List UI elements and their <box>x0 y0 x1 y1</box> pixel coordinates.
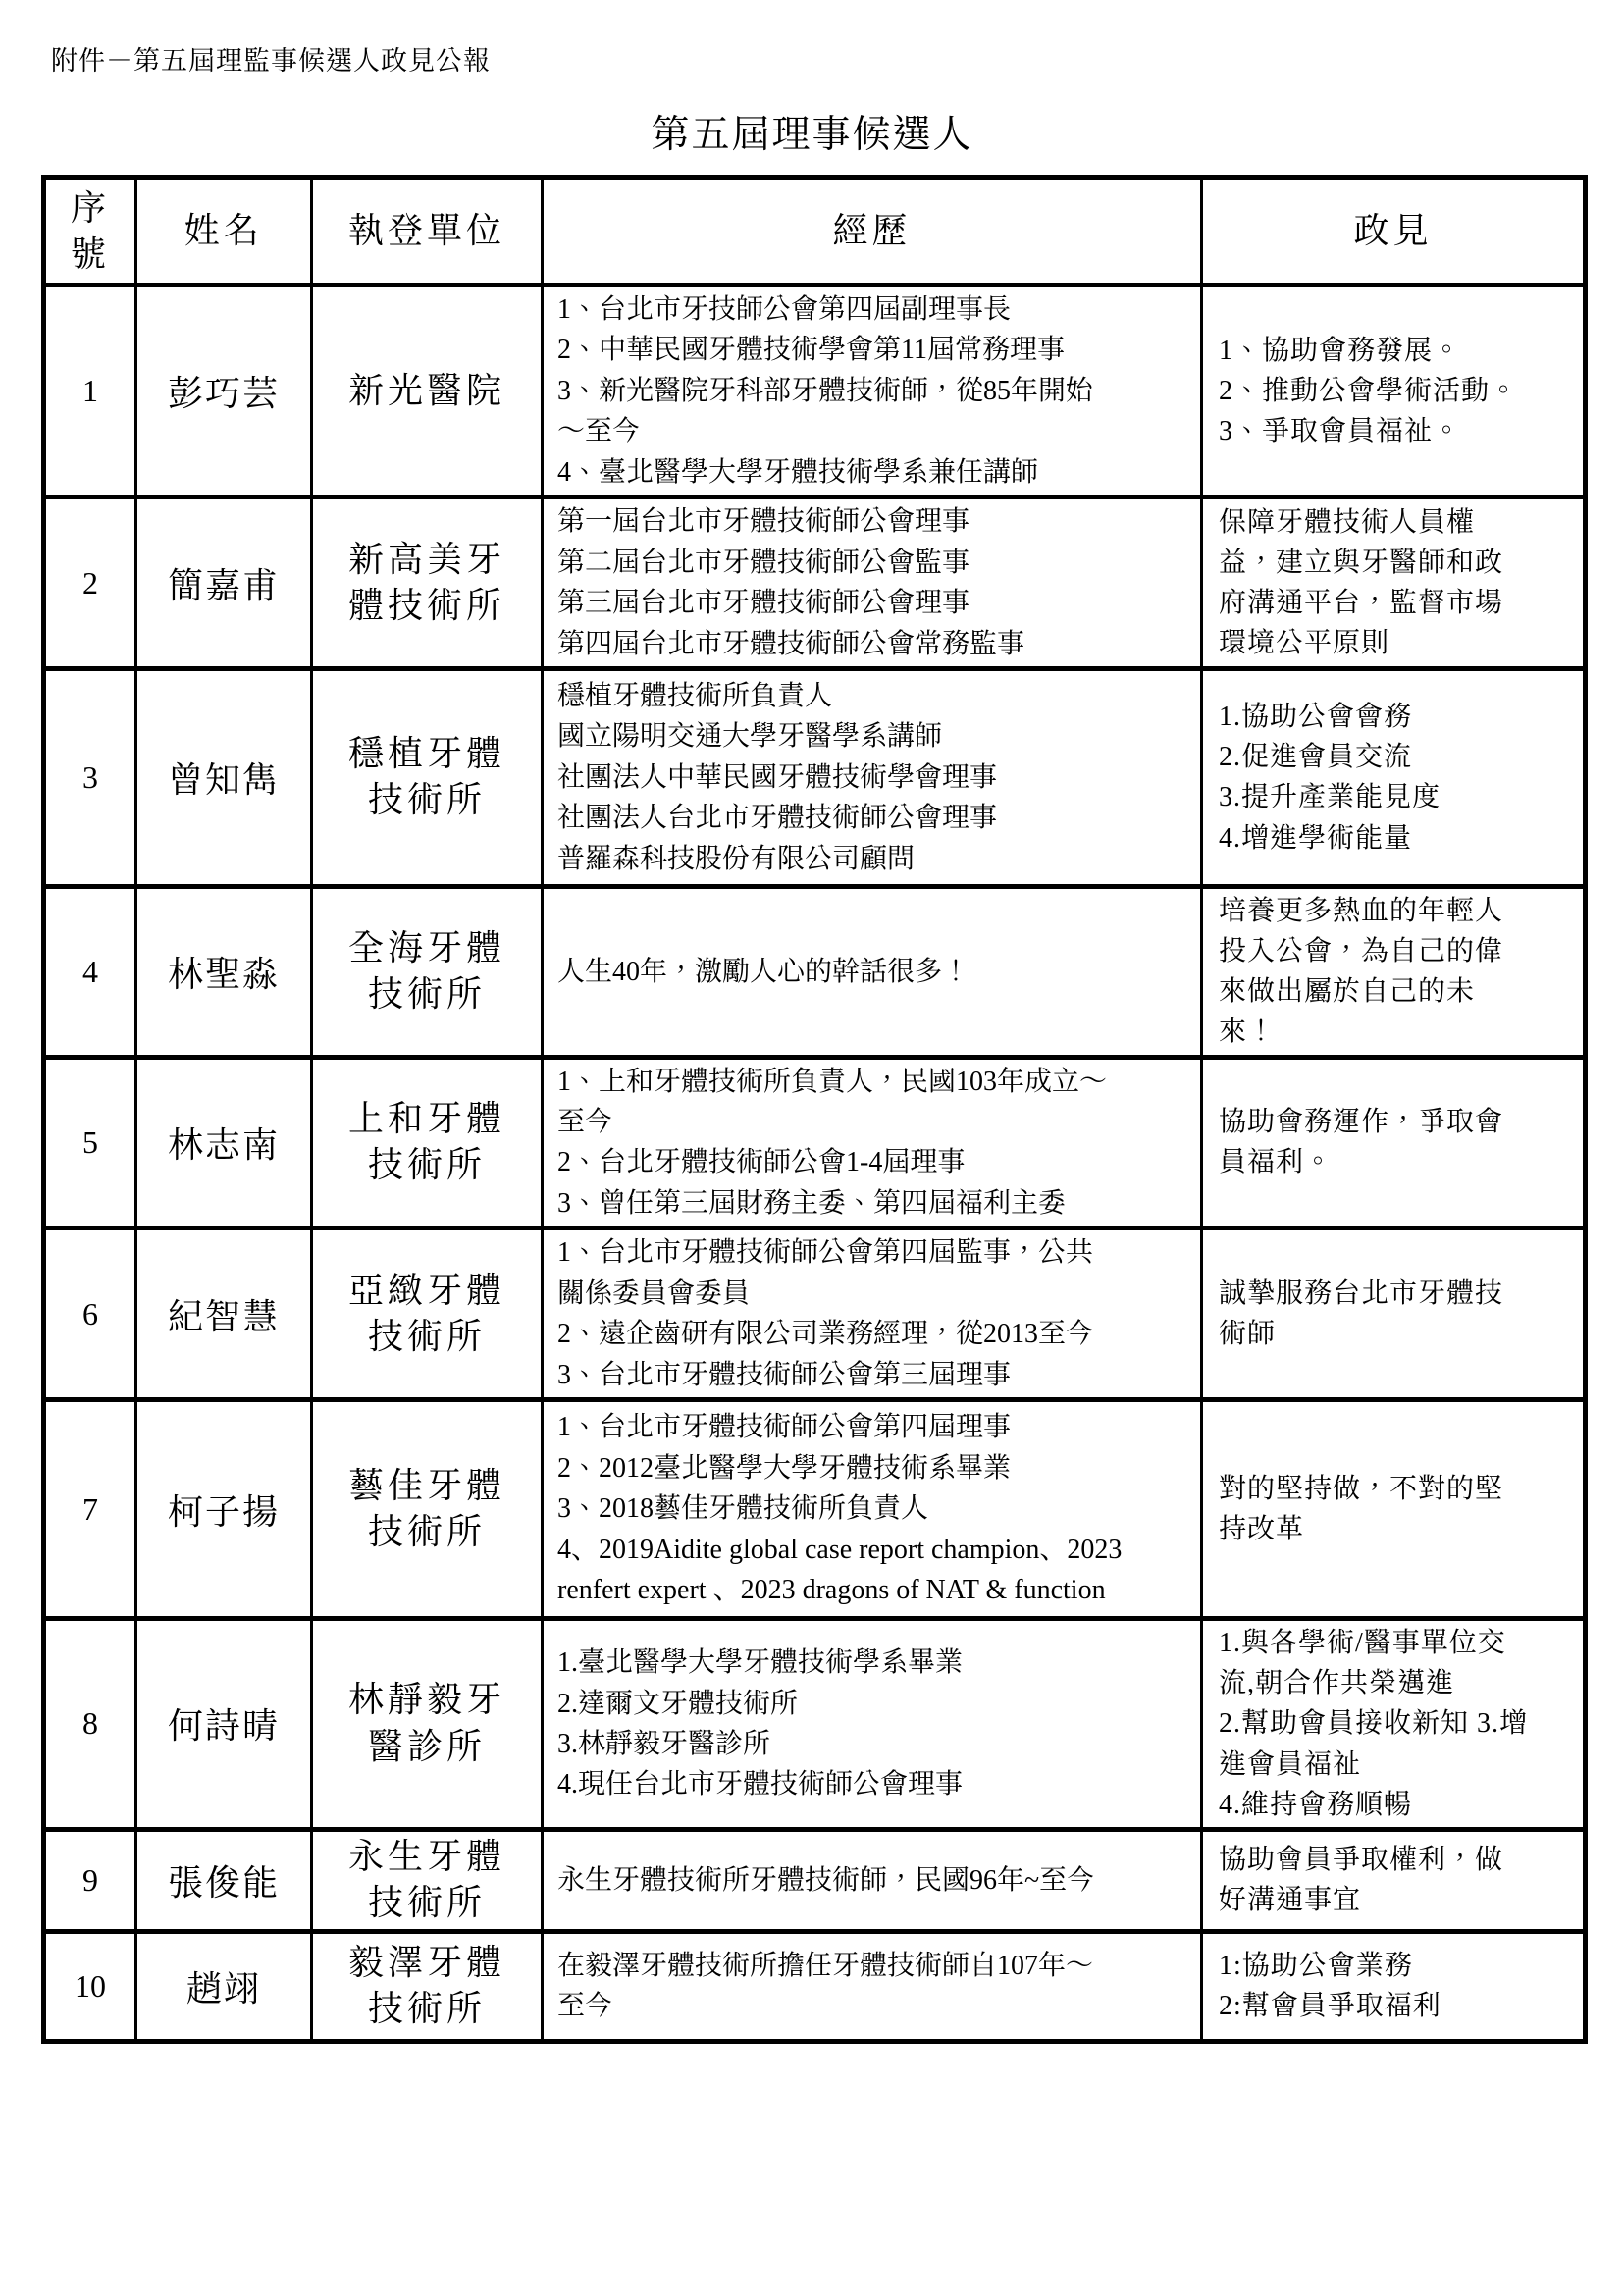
unit-cell: 新高美牙 體技術所 <box>312 497 543 669</box>
table-row <box>44 886 1586 1057</box>
name-cell: 林志南 <box>136 1057 312 1228</box>
name-cell: 紀智慧 <box>136 1228 312 1400</box>
name-cell: 曾知雋 <box>136 668 312 886</box>
seq-cell: 7 <box>44 1400 136 1619</box>
platform-cell: 保障牙體技術人員權 益，建立與牙醫師和政 府溝通平台，監督市場 環境公平原則 <box>1202 497 1586 669</box>
seq-cell: 2 <box>44 497 136 669</box>
seq-cell: 5 <box>44 1057 136 1228</box>
platform-cell: 1、協助會務發展。 2、推動公會學術活動。 3、爭取會員福祉。 <box>1202 286 1586 497</box>
experience-cell: 1、台北市牙技師公會第四屆副理事長 2、中華民國牙體技術學會第11屆常務理事 3、新光醫院牙科部牙體技術師，從85年開始 ～至今 4、臺北醫學大學牙體技術學系兼任講師 <box>543 286 1202 497</box>
seq-cell: 3 <box>44 668 136 886</box>
platform-cell: 1.與各學術/醫事單位交 流,朝合作共榮邁進 2.幫助會員接收新知 3.增 進會員福祉 4.維持會務順暢 <box>1202 1619 1586 1830</box>
name-cell: 趙翊 <box>136 1931 312 2041</box>
experience-cell: 穩植牙體技術所負責人 國立陽明交通大學牙醫學系講師 社團法人中華民國牙體技術學會理事 社團法人台北市牙體技術師公會理事 普羅森科技股份有限公司顧問 <box>543 668 1202 886</box>
name-cell: 林聖淼 <box>136 886 312 1057</box>
unit-cell: 上和牙體 技術所 <box>312 1057 543 1228</box>
header-seq: 序 號 <box>44 178 136 286</box>
attachment-note: 附件－第五屆理監事候選人政見公報 <box>51 46 491 76</box>
unit-cell: 穩植牙體 技術所 <box>312 668 543 886</box>
table-row <box>44 668 1586 886</box>
experience-cell: 1、台北市牙體技術師公會第四屆監事，公共 關係委員會委員 2、遠企齒研有限公司業務經理，從2013至今 3、台北市牙體技術師公會第三屆理事 <box>543 1228 1202 1400</box>
experience-cell: 人生40年，激勵人心的幹話很多！ <box>543 886 1202 1057</box>
platform-cell: 對的堅持做，不對的堅 持改革 <box>1202 1400 1586 1619</box>
platform-cell: 1:協助公會業務 2:幫會員爭取福利 <box>1202 1931 1586 2041</box>
table-header-row <box>44 178 1586 286</box>
table-row <box>44 1057 1586 1228</box>
seq-cell: 8 <box>44 1619 136 1830</box>
seq-cell: 9 <box>44 1829 136 1931</box>
table-row <box>44 286 1586 497</box>
table-row <box>44 1619 1586 1830</box>
table-row <box>44 1400 1586 1619</box>
seq-cell: 10 <box>44 1931 136 2041</box>
unit-cell: 永生牙體 技術所 <box>312 1829 543 1931</box>
name-cell: 何詩晴 <box>136 1619 312 1830</box>
platform-cell: 協助會務運作，爭取會 員福利。 <box>1202 1057 1586 1228</box>
page-title: 第五屆理事候選人 <box>651 114 973 156</box>
candidates-table <box>41 175 1588 2044</box>
experience-cell: 1.臺北醫學大學牙體技術學系畢業 2.達爾文牙體技術所 3.林靜毅牙醫診所 4.現任台北市牙體技術師公會理事 <box>543 1619 1202 1830</box>
platform-cell: 協助會員爭取權利，做 好溝通事宜 <box>1202 1829 1586 1931</box>
unit-cell: 藝佳牙體 技術所 <box>312 1400 543 1619</box>
seq-cell: 1 <box>44 286 136 497</box>
header-name: 姓名 <box>136 178 312 286</box>
experience-cell: 在毅澤牙體技術所擔任牙體技術師自107年～ 至今 <box>543 1931 1202 2041</box>
unit-cell: 新光醫院 <box>312 286 543 497</box>
table-row <box>44 497 1586 669</box>
experience-cell: 1、上和牙體技術所負責人，民國103年成立～ 至今 2、台北牙體技術師公會1-4屆理事 3、曾任第三屆財務主委、第四屆福利主委 <box>543 1057 1202 1228</box>
name-cell: 柯子揚 <box>136 1400 312 1619</box>
platform-cell: 培養更多熱血的年輕人 投入公會，為自己的偉 來做出屬於自己的未 來！ <box>1202 886 1586 1057</box>
experience-cell: 第一屆台北市牙體技術師公會理事 第二屆台北市牙體技術師公會監事 第三屆台北市牙體技術師公會理事 第四屆台北市牙體技術師公會常務監事 <box>543 497 1202 669</box>
unit-cell: 全海牙體 技術所 <box>312 886 543 1057</box>
header-experience: 經歷 <box>543 178 1202 286</box>
table-row <box>44 1829 1586 1931</box>
experience-cell: 永生牙體技術所牙體技術師，民國96年~至今 <box>543 1829 1202 1931</box>
platform-cell: 誠摯服務台北市牙體技 術師 <box>1202 1228 1586 1400</box>
seq-cell: 6 <box>44 1228 136 1400</box>
unit-cell: 林靜毅牙 醫診所 <box>312 1619 543 1830</box>
seq-cell: 4 <box>44 886 136 1057</box>
experience-cell: 1、台北市牙體技術師公會第四屆理事 2、2012臺北醫學大學牙體技術系畢業 3、2018藝佳牙體技術所負責人 4、2019Aidite global case report champion、2023 renfert expert 、2023 dragons of NAT & function <box>543 1400 1202 1619</box>
header-platform: 政見 <box>1202 178 1586 286</box>
platform-cell: 1.協助公會會務 2.促進會員交流 3.提升產業能見度 4.增進學術能量 <box>1202 668 1586 886</box>
name-cell: 張俊能 <box>136 1829 312 1931</box>
unit-cell: 毅澤牙體 技術所 <box>312 1931 543 2041</box>
name-cell: 簡嘉甫 <box>136 497 312 669</box>
header-unit: 執登單位 <box>312 178 543 286</box>
table-row <box>44 1931 1586 2041</box>
name-cell: 彭巧芸 <box>136 286 312 497</box>
unit-cell: 亞緻牙體 技術所 <box>312 1228 543 1400</box>
table-row <box>44 1228 1586 1400</box>
